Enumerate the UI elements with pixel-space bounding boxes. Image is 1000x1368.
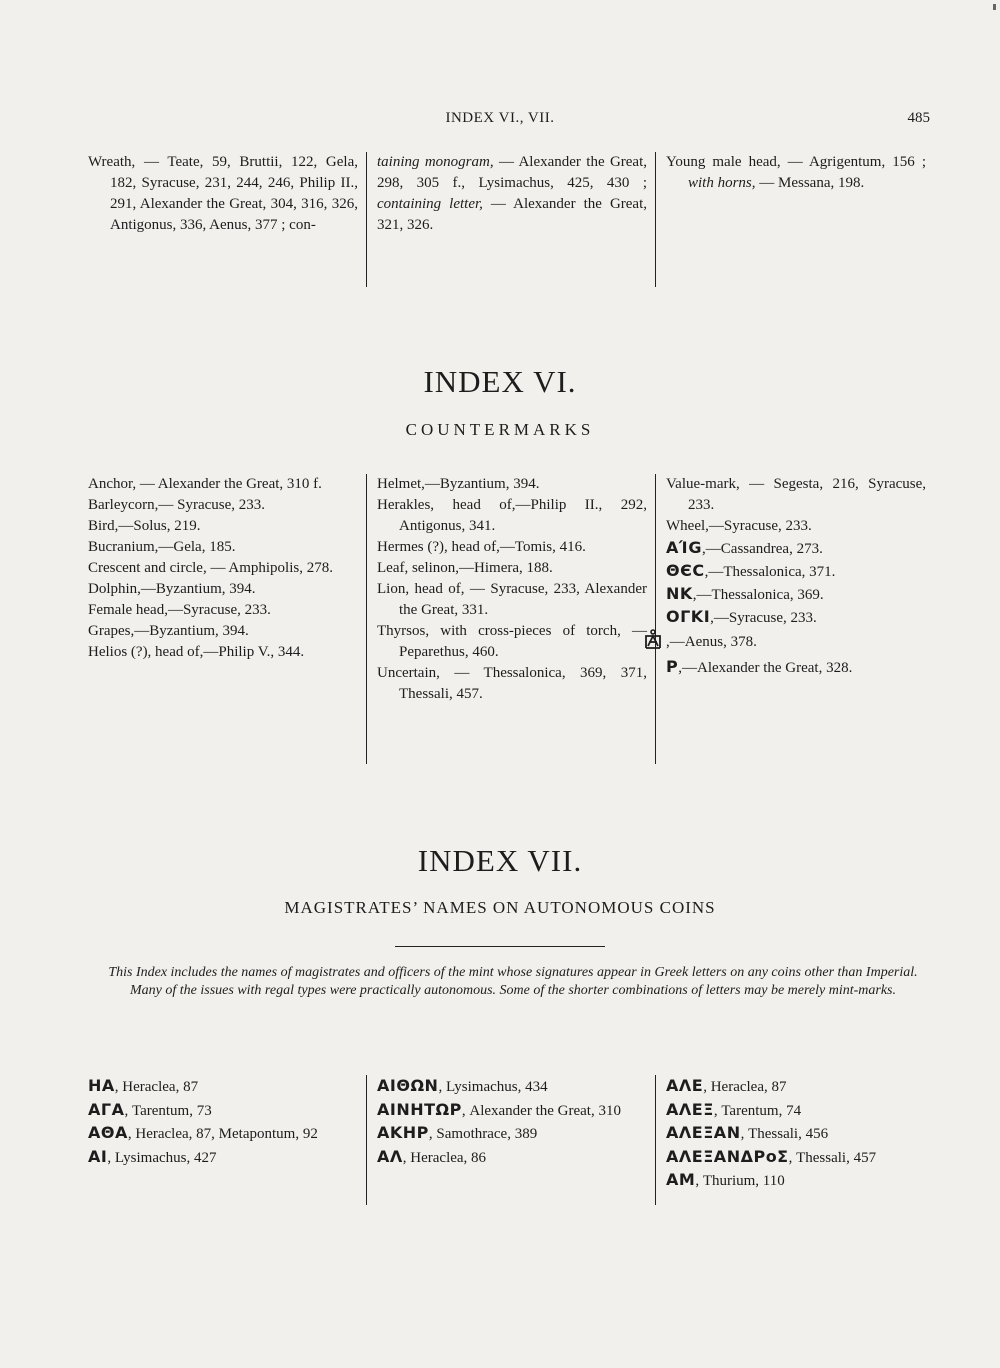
top-column-3 <box>655 152 926 287</box>
index-entry: ΑΊG,—Cassandrea, 273. <box>666 538 823 557</box>
index-entry: Wreath, — Teate, 59, Bruttii, 122, Gela, 182, Syracuse, 231, 244, 246, Philip II., 291, Alexander the Great, 304, 316, 326, Antigonus, 336, Aenus, 377 ; con- <box>88 154 358 233</box>
index-vi-subheading: COUNTERMARKS <box>405 420 595 439</box>
index-entry: ΑΙ, Lysimachus, 427 <box>88 1146 217 1166</box>
greek-letters: ΑΘΑ <box>88 1123 128 1142</box>
page-number: 485 <box>907 110 930 126</box>
index-entry: Wheel,—Syracuse, 233. <box>666 518 812 534</box>
greek-letters: ΑΙ <box>88 1146 108 1166</box>
greek-letters: ΑΛΕΞΑΝΔΡοΣ <box>666 1146 789 1166</box>
index-entry: Anchor, — Alexander the Great, 310 f. <box>88 476 322 492</box>
index-entry: Leaf, selinon,—Himera, 188. <box>377 560 553 576</box>
index-entry: Grapes,—Byzantium, 394. <box>88 623 249 639</box>
index-entry: ΝΚ,—Thessalonica, 369. <box>666 584 824 603</box>
index-entry: Thyrsos, with cross-pieces of torch, —Peparethus, 460. <box>377 623 647 660</box>
index-vii-column-1 <box>88 1075 366 1205</box>
index-vii-subheading: MAGISTRATES’ NAMES ON AUTONOMOUS COINS <box>284 898 716 917</box>
greek-letters: ΑΛ <box>377 1146 403 1166</box>
greek-letters: ΑΛΕΞΑΝ <box>666 1123 741 1142</box>
greek-letters: ΑΙΝΗΤΩΡ <box>377 1099 462 1119</box>
greek-letters: P <box>666 657 679 676</box>
index-entry: ΟΓΚΙ,—Syracuse, 233. <box>666 607 817 626</box>
index-entry: P,—Alexander the Great, 328. <box>666 657 853 676</box>
index-entry: ΑΛΕΞΑΝ, Thessali, 456 <box>666 1123 829 1142</box>
index-entry: Hermes (?), head of,—Tomis, 416. <box>377 539 586 555</box>
index-entry: Herakles, head of,—Philip II., 292, Antigonus, 341. <box>377 497 647 534</box>
index-vii-column-2 <box>366 1075 655 1205</box>
index-entry: ΑΘΑ, Heraclea, 87, Metapontum, 92 <box>88 1123 318 1142</box>
index-vi-heading: INDEX VI. <box>423 364 577 399</box>
index-entry: ΑΛΕΞ, Tarentum, 74 <box>666 1099 802 1119</box>
index-entry: ,—Aenus, 378. <box>666 629 926 656</box>
top-column-1 <box>88 152 366 287</box>
index-vii-intro: This Index includes the names of magistrates and officers of the mint whose signatures appear in Greek letters on any coins other than Imperial. Many of the issues with regal types were practically autonomous. Some of the shorter combinations of letters may be merely mint-marks. <box>108 965 918 998</box>
greek-letters: ΑΊG <box>666 538 703 557</box>
greek-letters: ΑΙΘΩΝ <box>377 1076 439 1095</box>
index-vi-columns <box>88 474 933 764</box>
section-rule <box>395 946 605 947</box>
index-entry: ΑΛΕ, Heraclea, 87 <box>666 1076 787 1095</box>
index-entry: ΘЄC,—Thessalonica, 371. <box>666 561 836 580</box>
index-vi-column-1 <box>88 474 366 764</box>
index-entry: Value-mark, — Segesta, 216, Syracuse, 233. <box>666 476 926 513</box>
greek-letters: ΑΛΕΞ <box>666 1099 714 1119</box>
greek-letters: ΘЄC <box>666 561 705 580</box>
index-entry: ΑΓΑ, Tarentum, 73 <box>88 1099 212 1119</box>
page-corner-mark <box>993 4 996 10</box>
top-column-2 <box>366 152 655 287</box>
greek-letters: ΑΚΗΡ <box>377 1123 429 1142</box>
index-entry: Helios (?), head of,—Philip V., 344. <box>88 644 305 660</box>
index-entry: ΑΚΗΡ, Samothrace, 389 <box>377 1123 538 1142</box>
index-entry: Uncertain, — Thessalonica, 369, 371, Thessali, 457. <box>377 665 647 702</box>
index-entry: ΑΙΘΩΝ, Lysimachus, 434 <box>377 1076 548 1095</box>
greek-letters: ΟΓΚΙ <box>666 607 711 626</box>
index-entry: ΑΜ, Thurium, 110 <box>666 1170 785 1189</box>
index-entry: ΗΑ, Heraclea, 87 <box>88 1076 199 1095</box>
index-entry: Female head,—Syracuse, 233. <box>88 602 271 618</box>
greek-letters: ΑΛΕ <box>666 1076 704 1095</box>
top-continuation <box>88 152 933 287</box>
index-entry: Bird,—Solus, 219. <box>88 518 201 534</box>
index-entry: Lion, head of, — Syracuse, 233, Alexander the Great, 331. <box>377 581 647 618</box>
index-entry: Dolphin,—Byzantium, 394. <box>88 581 256 597</box>
index-entry: taining monogram, — Alexander the Great, 298, 305 f., Lysimachus, 425, 430 ; containing letter, — Alexander the Great, 321, 326. <box>377 154 647 233</box>
index-entry: ΑΛΕΞΑΝΔΡοΣ, Thessali, 457 <box>666 1146 877 1166</box>
greek-letters: ΑΓΑ <box>88 1099 125 1119</box>
index-entry: ΑΙΝΗΤΩΡ, Alexander the Great, 310 <box>377 1099 621 1119</box>
index-entry: Helmet,—Byzantium, 394. <box>377 476 540 492</box>
index-vii-column-3 <box>655 1075 926 1205</box>
index-vii-columns <box>88 1075 933 1205</box>
index-entry: Crescent and circle, — Amphipolis, 278. <box>88 560 333 576</box>
running-head-title: INDEX VI., VII. <box>445 110 555 126</box>
index-entry: ΑΛ, Heraclea, 86 <box>377 1146 487 1166</box>
greek-letters: ΗΑ <box>88 1076 115 1095</box>
index-vii-heading: INDEX VII. <box>417 843 583 878</box>
running-head <box>0 110 1000 134</box>
index-vi-column-3 <box>655 474 926 764</box>
greek-letters: ΑΜ <box>666 1170 696 1189</box>
index-entry: Barleycorn,— Syracuse, 233. <box>88 497 266 513</box>
greek-letters: ΝΚ <box>666 584 693 603</box>
index-entry: Bucranium,—Gela, 185. <box>88 539 236 555</box>
index-vi-column-2 <box>366 474 655 764</box>
index-entry: Young male head, — Agrigentum, 156 ; with horns, — Messana, 198. <box>666 154 926 191</box>
